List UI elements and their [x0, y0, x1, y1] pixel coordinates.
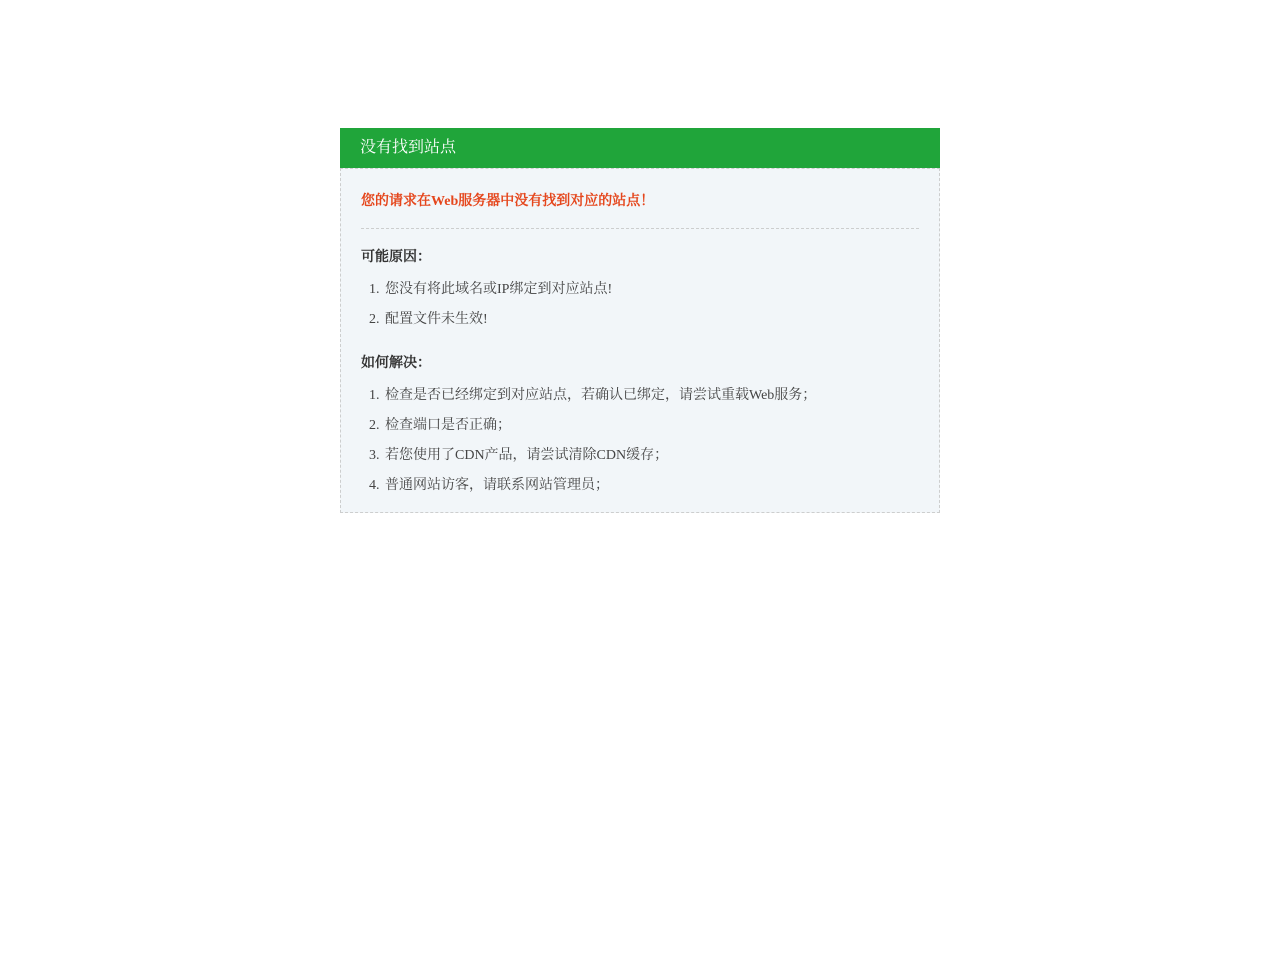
- dashed-divider: [361, 228, 919, 229]
- list-item: 1. 您没有将此域名或IP绑定到对应站点!: [383, 275, 919, 305]
- warning-message: 您的请求在Web服务器中没有找到对应的站点！: [361, 194, 655, 209]
- section-heading-possible-reasons: 可能原因：: [361, 250, 431, 265]
- panel-header-bar: [340, 128, 940, 168]
- panel-body: [340, 168, 940, 513]
- panel-title: 没有找到站点: [360, 139, 457, 156]
- list-item: 2. 配置文件未生效!: [383, 305, 919, 335]
- list-item: 4. 普通网站访客，请联系网站管理员；: [383, 471, 919, 501]
- error-panel: [340, 128, 940, 513]
- possible-reasons-list: [361, 275, 919, 335]
- section-heading-how-to-solve: 如何解决：: [361, 356, 431, 371]
- list-item: 2. 检查端口是否正确；: [383, 411, 919, 441]
- how-to-solve-list: [361, 381, 919, 501]
- list-item: 1. 检查是否已经绑定到对应站点，若确认已绑定，请尝试重载Web服务；: [383, 381, 919, 411]
- list-item: 3. 若您使用了CDN产品，请尝试清除CDN缓存；: [383, 441, 919, 471]
